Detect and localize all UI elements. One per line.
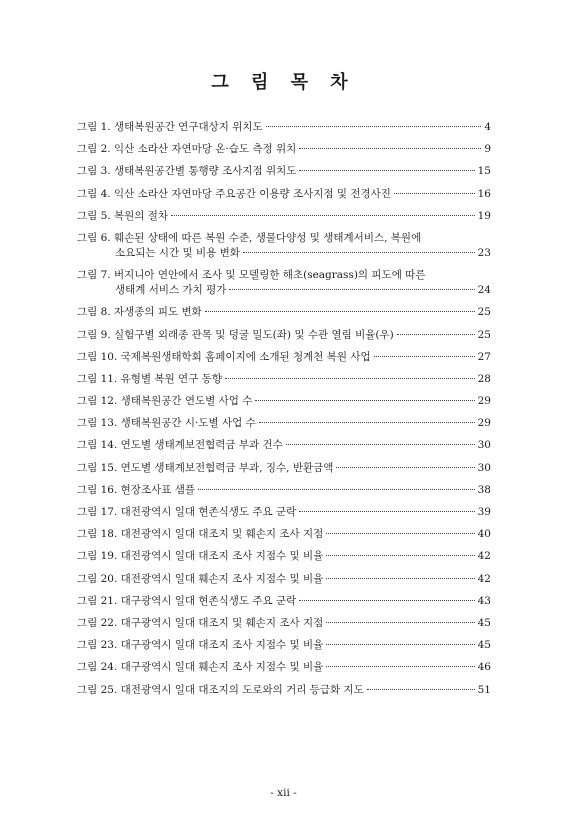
dot-leader (326, 644, 474, 645)
toc-entry-label: 그림 3. 생태복원공간별 통행량 조사지점 위치도 (77, 165, 297, 178)
dot-leader (367, 689, 475, 690)
toc-entry-label: 그림 19. 대전광역시 일대 대조지 조사 지점수 및 비율 (77, 550, 324, 563)
toc-entry[interactable] (77, 305, 491, 320)
toc-entry-page: 43 (477, 594, 491, 607)
dot-leader (255, 400, 474, 401)
toc-entry-page: 15 (477, 165, 491, 178)
toc-entry-label: 그림 25. 대전광역시 일대 대조지의 도로와의 거리 등급화 지도 (77, 683, 364, 696)
toc-entry[interactable] (77, 594, 491, 609)
page-number: - xii - (270, 787, 297, 799)
dot-leader (229, 289, 474, 290)
toc-entry-page: 30 (477, 461, 491, 474)
toc-entry[interactable] (77, 483, 491, 498)
dot-leader (326, 622, 474, 623)
toc-entry-page: 45 (477, 616, 491, 629)
dot-leader (299, 600, 474, 601)
dot-leader (205, 311, 475, 312)
toc-entry[interactable] (77, 350, 491, 365)
toc-entry[interactable] (77, 549, 491, 564)
toc-entry-label: 그림 16. 현장조사표 샘플 (77, 483, 195, 496)
toc-entry[interactable] (77, 527, 491, 542)
toc-entry-label: 그림 7. 버지니아 연안에서 조사 및 모델링한 해초(seagrass)의 피도에 따른 (77, 269, 426, 282)
toc-entry-label: 그림 17. 대전광역시 일대 현존식생도 주요 군락 (77, 506, 297, 518)
dot-leader (299, 148, 481, 149)
toc-entry-label: 그림 22. 대구광역시 일대 대조지 및 훼손지 조사 지점 (77, 616, 324, 629)
dot-leader (326, 666, 474, 667)
table-of-figures (77, 120, 491, 705)
toc-entry-label: 그림 4. 익산 소라산 자연마당 주요공간 이용량 조사지점 및 전경사진 (77, 187, 391, 200)
toc-entry-page: 40 (477, 528, 491, 541)
toc-entry-label: 그림 10. 국제복원생태학회 홈페이지에 소개된 청계천 복원 사업 (77, 350, 371, 363)
dot-leader (326, 555, 474, 556)
toc-entry-label: 그림 5. 복원의 절차 (77, 209, 169, 222)
toc-entry-label-continued: 생태계 서비스 가치 평가 (115, 284, 227, 297)
toc-entry-page: 42 (477, 550, 491, 563)
dot-leader (299, 170, 474, 171)
dot-leader (259, 422, 475, 423)
dot-leader (374, 356, 475, 357)
toc-entry-label: 그림 11. 유형별 복원 연구 동향 (77, 372, 222, 385)
toc-entry-page: 28 (477, 372, 491, 385)
dot-leader (266, 126, 482, 127)
toc-entry[interactable] (77, 187, 491, 202)
toc-entry-page: 16 (477, 187, 491, 200)
toc-entry-label: 그림 2. 익산 소라산 자연마당 온·습도 측정 위치 (77, 143, 297, 156)
toc-entry-page: 42 (477, 572, 491, 585)
toc-entry-page: 39 (477, 506, 491, 518)
toc-entry[interactable] (77, 120, 491, 135)
toc-entry-label: 그림 24. 대구광역시 일대 훼손지 조사 지점수 및 비율 (77, 661, 324, 674)
toc-entry-label: 그림 1. 생태복원공간 연구대상지 위치도 (77, 121, 263, 133)
toc-entry-label: 그림 23. 대구광역시 일대 대조지 조사 지점수 및 비율 (77, 639, 324, 652)
toc-entry[interactable] (77, 394, 491, 409)
toc-entry-page: 25 (477, 328, 491, 341)
toc-entry-label: 그림 6. 훼손된 상태에 따른 복원 수준, 생물다양성 및 생태계서비스, 복원에 (77, 231, 422, 244)
toc-entry-page: 9 (484, 143, 491, 156)
toc-entry[interactable] (77, 328, 491, 343)
dot-leader (299, 511, 474, 512)
dot-leader (326, 578, 474, 579)
toc-entry[interactable] (77, 142, 491, 157)
dot-leader (394, 193, 475, 194)
toc-entry[interactable] (77, 209, 491, 224)
dot-leader (326, 533, 474, 534)
toc-entry[interactable] (77, 164, 491, 179)
toc-entry[interactable] (77, 231, 491, 261)
dot-leader (286, 444, 475, 445)
toc-entry-page: 45 (477, 639, 491, 652)
toc-entry-page: 27 (477, 350, 491, 363)
toc-entry-label-continued: 소요되는 시간 및 비용 변화 (115, 246, 240, 259)
page-title: 그 림 목 차 (211, 72, 356, 93)
toc-entry[interactable] (77, 416, 491, 431)
toc-entry-page: 30 (477, 439, 491, 452)
toc-entry[interactable] (77, 372, 491, 387)
toc-entry-label: 그림 21. 대구광역시 일대 현존식생도 주요 군락 (77, 594, 297, 607)
toc-entry[interactable] (77, 438, 491, 453)
toc-entry-label: 그림 14. 연도별 생태계보전협력금 부과 건수 (77, 439, 283, 452)
dot-leader (225, 378, 475, 379)
toc-entry-page: 19 (477, 209, 491, 222)
toc-entry[interactable] (77, 268, 491, 298)
toc-entry[interactable] (77, 616, 491, 631)
toc-entry-page: 46 (477, 661, 491, 674)
toc-entry-label: 그림 12. 생태복원공간 연도별 사업 수 (77, 395, 253, 408)
toc-entry[interactable] (77, 505, 491, 520)
toc-entry-page: 29 (477, 395, 491, 408)
toc-entry-label: 그림 9. 실험구별 외래종 관목 및 덩굴 밀도(좌) 및 수관 열림 비율(우) (77, 328, 394, 341)
dot-leader (243, 252, 475, 253)
toc-entry-page: 24 (477, 284, 491, 297)
toc-entry[interactable] (77, 638, 491, 653)
toc-entry-page: 23 (477, 246, 491, 259)
toc-entry[interactable] (77, 572, 491, 587)
toc-entry-label: 그림 15. 연도별 생태계보전협력금 부과, 징수, 반환금액 (77, 461, 334, 474)
toc-entry-label: 그림 13. 생태복원공간 시·도별 사업 수 (77, 417, 256, 430)
toc-entry-page: 4 (484, 121, 491, 133)
toc-entry-label: 그림 20. 대전광역시 일대 훼손지 조사 지점수 및 비율 (77, 572, 324, 585)
toc-entry[interactable] (77, 660, 491, 675)
toc-entry-page: 51 (477, 683, 491, 696)
dot-leader (336, 467, 474, 468)
toc-entry-page: 25 (477, 306, 491, 319)
toc-entry-page: 29 (477, 417, 491, 430)
dot-leader (397, 334, 475, 335)
toc-entry[interactable] (77, 461, 491, 476)
toc-entry-label: 그림 18. 대전광역시 일대 대조지 및 훼손지 조사 지점 (77, 528, 324, 541)
dot-leader (171, 215, 475, 216)
toc-entry[interactable] (77, 683, 491, 698)
dot-leader (198, 489, 475, 490)
toc-entry-label: 그림 8. 자생종의 피도 변화 (77, 306, 202, 319)
toc-entry-page: 38 (477, 483, 491, 496)
